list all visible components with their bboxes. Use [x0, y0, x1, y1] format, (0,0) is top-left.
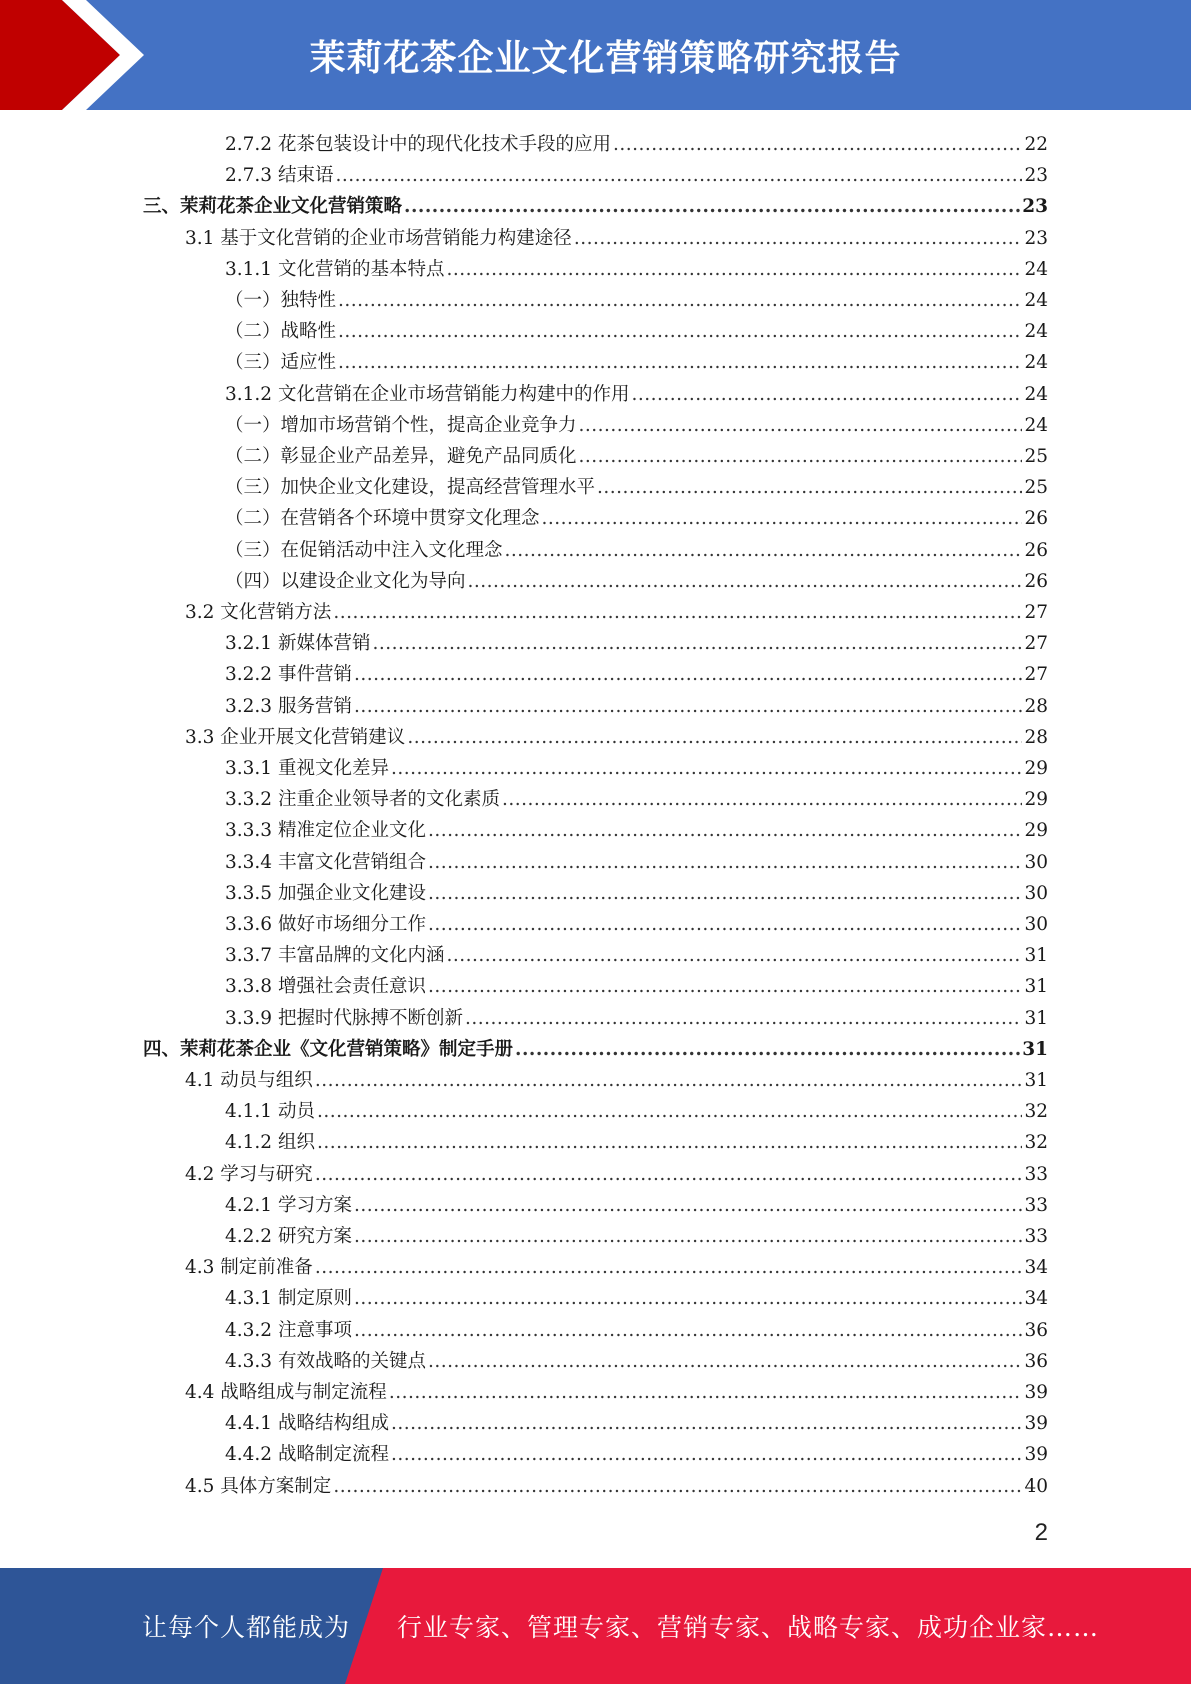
toc-entry-page: 31: [1024, 945, 1048, 967]
toc-entry[interactable]: [225, 1439, 1048, 1470]
toc-dot-leader: [354, 659, 1023, 690]
page-footer: [0, 1568, 1191, 1684]
toc-entry-page: 23: [1022, 196, 1048, 218]
toc-entry[interactable]: [225, 379, 1048, 410]
toc-entry-page: 30: [1024, 851, 1048, 873]
toc-entry-page: 25: [1024, 446, 1048, 467]
toc-entry-label: 4.3.2 注意事项: [225, 1319, 352, 1341]
toc-dot-leader: [338, 316, 1022, 347]
toc-entry-label: 3.3.6 做好市场细分工作: [225, 914, 426, 935]
toc-dot-leader: [446, 940, 1022, 971]
toc-dot-leader: [315, 1065, 1023, 1096]
toc-entry[interactable]: [143, 1034, 1048, 1065]
toc-entry-page: 24: [1024, 352, 1048, 374]
toc-entry-page: 30: [1024, 914, 1048, 935]
toc-entry-label: 3.3.7 丰富品牌的文化内涵: [225, 945, 445, 967]
toc-entry-page: 39: [1024, 1382, 1048, 1403]
toc-entry-page: 27: [1024, 602, 1048, 623]
toc-dot-leader: [428, 909, 1022, 940]
toc-dot-leader: [372, 628, 1022, 659]
toc-entry-page: 31: [1022, 1038, 1048, 1060]
toc-entry[interactable]: [225, 659, 1048, 690]
toc-dot-leader: [446, 254, 1022, 285]
toc-dot-leader: [335, 160, 1022, 191]
toc-entry-label: 3.3.4 丰富文化营销组合: [225, 851, 426, 873]
toc-entry[interactable]: [225, 347, 1048, 378]
toc-entry-label: 3.1 基于文化营销的企业市场营销能力构建途径: [185, 227, 572, 249]
toc-entry[interactable]: [225, 503, 1048, 534]
toc-entry[interactable]: [225, 784, 1048, 815]
toc-entry-page: 29: [1024, 820, 1048, 842]
toc-entry[interactable]: [225, 1315, 1048, 1346]
toc-entry-label: 3.1.2 文化营销在企业市场营销能力构建中的作用: [225, 383, 630, 405]
toc-dot-leader: [317, 1096, 1023, 1127]
toc-entry-page: 34: [1024, 1288, 1048, 1310]
toc-entry-label: 4.4.1 战略结构组成: [225, 1413, 389, 1435]
toc-entry-label: （一）增加市场营销个性，提高企业竞争力: [225, 414, 577, 436]
toc-entry-label: （二）彰显企业产品差异，避免产品同质化: [225, 446, 577, 467]
toc-entry[interactable]: [185, 223, 1048, 254]
toc-dot-leader: [579, 441, 1023, 472]
toc-dot-leader: [389, 1377, 1023, 1408]
toc-entry-page: 23: [1024, 227, 1048, 249]
toc-entry-label: 四、茉莉花茶企业《文化营销策略》制定手册: [143, 1038, 514, 1060]
toc-dot-leader: [574, 223, 1023, 254]
toc-entry-page: 33: [1024, 1163, 1048, 1185]
toc-dot-leader: [404, 191, 1020, 222]
toc-entry-label: （二）在营销各个环境中贯穿文化理念: [225, 508, 540, 530]
toc-entry-label: （三）在促销活动中注入文化理念: [225, 539, 503, 561]
toc-entry[interactable]: [225, 628, 1048, 659]
toc-dot-leader: [428, 878, 1022, 909]
toc-entry[interactable]: [185, 1377, 1048, 1408]
toc-entry-page: 39: [1024, 1444, 1048, 1466]
toc-dot-leader: [354, 1190, 1023, 1221]
toc-dot-leader: [315, 1252, 1023, 1283]
toc-dot-leader: [542, 503, 1023, 534]
toc-dot-leader: [597, 472, 1022, 503]
toc-entry-page: 28: [1024, 726, 1048, 748]
toc-dot-leader: [428, 1346, 1022, 1377]
toc-dot-leader: [354, 1283, 1023, 1314]
toc-entry-page: 36: [1024, 1319, 1048, 1341]
toc-dot-leader: [631, 379, 1022, 410]
toc-entry[interactable]: [225, 878, 1048, 909]
toc-entry-page: 31: [1024, 976, 1048, 998]
toc-dot-leader: [338, 347, 1022, 378]
toc-dot-leader: [468, 566, 1023, 597]
toc-entry-label: 4.4.2 战略制定流程: [225, 1444, 389, 1466]
page-header: [0, 0, 1191, 110]
toc-entry[interactable]: [225, 1283, 1048, 1314]
toc-entry-label: 4.3.3 有效战略的关键点: [225, 1350, 426, 1372]
toc-entry-page: 27: [1024, 633, 1048, 655]
toc-entry-label: 4.5 具体方案制定: [185, 1475, 332, 1497]
toc-entry-label: 三、茉莉花茶企业文化营销策略: [143, 196, 403, 218]
toc-dot-leader: [338, 285, 1022, 316]
toc-entry[interactable]: [225, 254, 1048, 285]
toc-entry-page: 29: [1024, 758, 1048, 779]
toc-entry-page: 23: [1024, 165, 1048, 187]
toc-entry-label: 3.3.8 增强社会责任意识: [225, 976, 426, 998]
toc-dot-leader: [391, 753, 1022, 784]
toc-entry-page: 24: [1024, 383, 1048, 405]
toc-entry[interactable]: [225, 472, 1048, 503]
toc-entry-page: 24: [1024, 414, 1048, 436]
toc-dot-leader: [613, 129, 1022, 160]
toc-entry[interactable]: [185, 597, 1048, 628]
toc-entry-page: 26: [1024, 539, 1048, 561]
toc-entry[interactable]: [185, 1252, 1048, 1283]
page-number: 2: [1034, 1519, 1048, 1546]
toc-dot-leader: [505, 535, 1023, 566]
toc-entry-page: 26: [1024, 508, 1048, 530]
toc-dot-leader: [354, 1315, 1023, 1346]
toc-dot-leader: [354, 691, 1023, 722]
toc-entry-label: 4.1.2 组织: [225, 1132, 315, 1154]
toc-dot-leader: [407, 722, 1022, 753]
toc-entry-page: 30: [1024, 882, 1048, 904]
toc-entry-label: 3.2.3 服务营销: [225, 695, 352, 717]
toc-entry[interactable]: [225, 909, 1048, 940]
toc-entry[interactable]: [185, 1159, 1048, 1190]
toc-entry-label: 3.3.2 注重企业领导者的文化素质: [225, 789, 500, 811]
toc-entry-label: 4.4 战略组成与制定流程: [185, 1382, 387, 1403]
toc-entry-page: 40: [1024, 1475, 1048, 1497]
toc-entry[interactable]: [225, 1221, 1048, 1252]
toc-entry[interactable]: [225, 1408, 1048, 1439]
toc-entry[interactable]: [185, 1471, 1048, 1502]
toc-entry[interactable]: [225, 129, 1048, 160]
toc-entry-page: 25: [1024, 477, 1048, 499]
toc-dot-leader: [579, 410, 1023, 441]
toc-dot-leader: [465, 1003, 1022, 1034]
document-title: 茉莉花茶企业文化营销策略研究报告: [309, 37, 902, 79]
toc-entry[interactable]: [225, 535, 1048, 566]
toc-entry[interactable]: [185, 1065, 1048, 1096]
toc-entry-page: 31: [1024, 1007, 1048, 1029]
toc-entry[interactable]: [143, 191, 1048, 222]
toc-entry[interactable]: [225, 566, 1048, 597]
toc-entry[interactable]: [225, 847, 1048, 878]
toc-entry-label: （三）适应性: [225, 352, 337, 374]
toc-entry-page: 39: [1024, 1413, 1048, 1435]
toc-entry[interactable]: [225, 441, 1048, 472]
toc-entry-label: 3.2.1 新媒体营销: [225, 633, 371, 655]
toc-entry-page: 26: [1024, 570, 1048, 592]
toc-entry-label: 2.7.2 花茶包装设计中的现代化技术手段的应用: [225, 134, 611, 155]
toc-entry-label: （四）以建设企业文化为导向: [225, 570, 466, 592]
toc-entry[interactable]: [225, 285, 1048, 316]
toc-entry-label: 4.2.1 学习方案: [225, 1194, 352, 1216]
toc-entry-label: 4.2.2 研究方案: [225, 1226, 352, 1247]
toc-entry-label: 3.3.3 精准定位企业文化: [225, 820, 426, 842]
toc-entry-label: 3.2.2 事件营销: [225, 664, 352, 686]
toc-entry-page: 27: [1024, 664, 1048, 686]
toc-entry-label: 3.3.1 重视文化差异: [225, 758, 389, 779]
toc-entry-label: 3.3 企业开展文化营销建议: [185, 726, 406, 748]
toc-entry-page: 28: [1024, 695, 1048, 717]
toc-entry-label: 4.3 制定前准备: [185, 1257, 313, 1279]
toc-entry-page: 29: [1024, 789, 1048, 811]
toc-entry-label: 3.3.5 加强企业文化建设: [225, 882, 426, 904]
toc-entry-label: 4.3.1 制定原则: [225, 1288, 352, 1310]
toc-entry-page: 24: [1024, 321, 1048, 343]
toc-entry-label: 3.2 文化营销方法: [185, 602, 332, 623]
toc-entry-label: 4.2 学习与研究: [185, 1163, 313, 1185]
toc-entry-page: 33: [1024, 1226, 1048, 1247]
toc-entry-label: 4.1 动员与组织: [185, 1070, 313, 1091]
footer-slogan-right: 行业专家、管理专家、营销专家、战略专家、成功企业家……: [397, 1613, 1100, 1642]
toc-entry[interactable]: [185, 722, 1048, 753]
toc-dot-leader: [391, 1439, 1022, 1470]
toc-entry-page: 24: [1024, 258, 1048, 280]
footer-slogan-left: 让每个人都能成为: [142, 1613, 351, 1642]
toc-entry-page: 36: [1024, 1350, 1048, 1372]
toc-entry-label: 3.3.9 把握时代脉搏不断创新: [225, 1007, 463, 1029]
toc-dot-leader: [333, 1471, 1022, 1502]
toc-entry-page: 24: [1024, 290, 1048, 311]
toc-dot-leader: [317, 1127, 1023, 1158]
toc-entry[interactable]: [225, 1003, 1048, 1034]
toc-dot-leader: [354, 1221, 1023, 1252]
toc-entry[interactable]: [225, 815, 1048, 846]
toc-entry-label: 3.1.1 文化营销的基本特点: [225, 258, 445, 280]
toc-entry-page: 32: [1024, 1101, 1048, 1123]
toc-entry[interactable]: [225, 160, 1048, 191]
toc-entry[interactable]: [225, 971, 1048, 1002]
toc-entry-label: （三）加快企业文化建设，提高经营管理水平: [225, 477, 596, 499]
toc-entry-page: 32: [1024, 1132, 1048, 1154]
toc-entry-page: 34: [1024, 1257, 1048, 1279]
toc-entry[interactable]: [225, 316, 1048, 347]
toc-entry-page: 31: [1024, 1070, 1048, 1091]
toc-entry[interactable]: [225, 1190, 1048, 1221]
toc-entry-page: 22: [1024, 134, 1048, 155]
toc-dot-leader: [428, 847, 1022, 878]
toc-entry-label: 4.1.1 动员: [225, 1101, 315, 1123]
toc-entry-page: 33: [1024, 1194, 1048, 1216]
toc-entry-label: （一）独特性: [225, 290, 337, 311]
toc-entry-label: （二）战略性: [225, 321, 337, 343]
toc-entry[interactable]: [225, 753, 1048, 784]
toc-entry[interactable]: [225, 940, 1048, 971]
toc-entry-label: 2.7.3 结束语: [225, 165, 334, 187]
toc-dot-leader: [502, 784, 1022, 815]
toc-dot-leader: [428, 815, 1022, 846]
toc-dot-leader: [333, 597, 1022, 628]
toc-entry[interactable]: [225, 1096, 1048, 1127]
toc-entry[interactable]: [225, 1127, 1048, 1158]
toc-dot-leader: [515, 1034, 1020, 1065]
toc-entry[interactable]: [225, 1346, 1048, 1377]
toc-entry[interactable]: [225, 410, 1048, 441]
toc-dot-leader: [315, 1159, 1023, 1190]
toc-dot-leader: [391, 1408, 1022, 1439]
toc-entry[interactable]: [225, 691, 1048, 722]
toc-dot-leader: [428, 971, 1022, 1002]
